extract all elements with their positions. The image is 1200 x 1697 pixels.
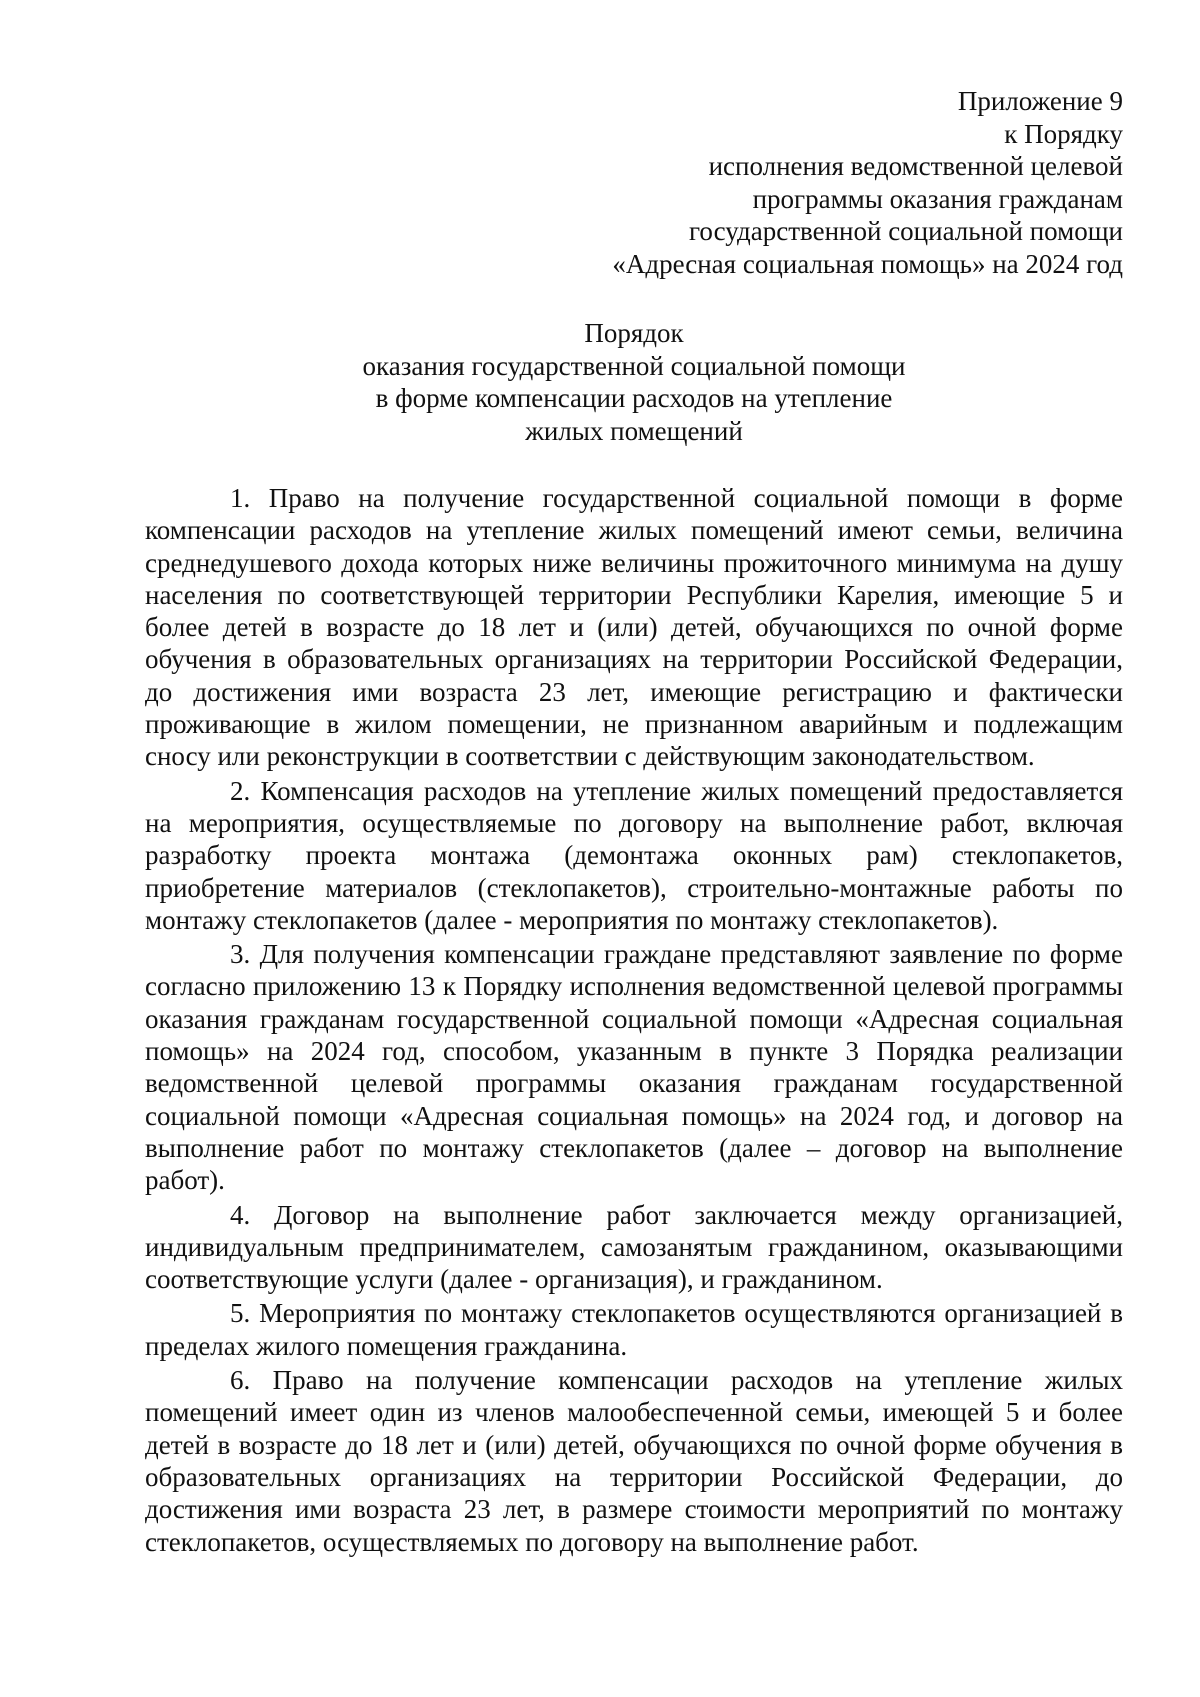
appendix-line: государственной социальной помощи	[689, 216, 1123, 246]
appendix-line: программы оказания гражданам	[752, 183, 1123, 214]
appendix-header	[145, 85, 1123, 280]
appendix-line: к Порядку	[1004, 118, 1123, 149]
title-line: оказания государственной социальной помощи	[362, 350, 906, 381]
appendix-line: «Адресная социальная помощь» на 2024 год	[612, 248, 1123, 279]
paragraph-4: 4. Договор на выполнение работ заключается между организацией, индивидуальным предпринимателем, самозанятым гражданином, оказывающими соответствующие услуги (далее - организация), и гражданином.	[145, 1199, 1123, 1295]
document-page	[145, 85, 1123, 1560]
appendix-line: исполнения ведомственной целевой	[708, 151, 1123, 181]
paragraph-5: 5. Мероприятия по монтажу стеклопакетов осуществляются организацией в пределах жилого помещения гражданина.	[145, 1298, 1123, 1361]
paragraph-2: 2. Компенсация расходов на утепление жилых помещений предоставляется на мероприятия, осуществляемые по договору на выполнение работ, включая разработку проекта монтажа (демонтажа оконных рам) стеклопакетов, приобретение материалов (стеклопакетов), строительно-монтажные работы по монтажу стеклопакетов (далее - мероприятия по монтажу стеклопакетов).	[145, 775, 1123, 935]
title-line: в форме компенсации расходов на утепление	[375, 383, 893, 413]
appendix-line: Приложение 9	[957, 86, 1123, 116]
document-title	[145, 317, 1123, 447]
title-line: жилых помещений	[525, 415, 743, 446]
paragraph-1: 1. Право на получение государственной социальной помощи в форме компенсации расходов на утепление жилых помещений имеют семьи, величина среднедушевого дохода которых ниже величины прожиточного минимума на душу населения по соответствующей территории Республики Карелия, имеющие 5 и более детей в возрасте до 18 лет и (или) детей, обучающихся по очной форме обучения в образовательных организациях на территории Российской Федерации, до достижения ими возраста 23 лет, имеющие регистрацию и фактически проживающие в жилом помещении, не признанном аварийным и подлежащим сносу или реконструкции в соответствии с действующим законодательством.	[145, 483, 1123, 772]
paragraph-3: 3. Для получения компенсации граждане представляют заявление по форме согласно приложению 13 к Порядку исполнения ведомственной целевой программы оказания гражданам государственной социальной помощи «Адресная социальная помощь» на 2024 год, способом, указанным в пункте 3 Порядка реализации ведомственной целевой программы оказания гражданам государственной социальной помощи «Адресная социальная помощь» на 2024 год, и договор на выполнение работ по монтажу стеклопакетов (далее – договор на выполнение работ).	[145, 939, 1123, 1196]
title-line: Порядок	[584, 318, 684, 348]
document-body	[145, 482, 1123, 1558]
paragraph-6: 6. Право на получение компенсации расходов на утепление жилых помещений имеет один из членов малообеспеченной семьи, имеющей 5 и более детей в возрасте до 18 лет и (или) детей, обучающихся по очной форме обучения в образовательных организациях на территории Российской Федерации, до достижения ими возраста 23 лет, в размере стоимости мероприятий по монтажу стеклопакетов, осуществляемых по договору на выполнение работ.	[145, 1365, 1123, 1557]
